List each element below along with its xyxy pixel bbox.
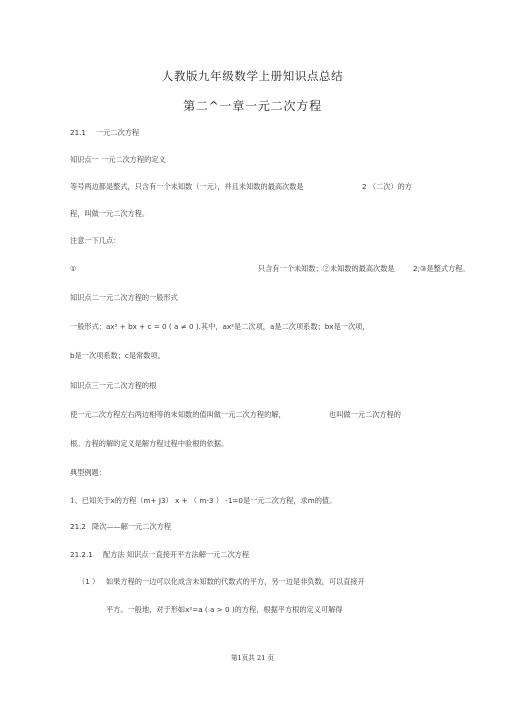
paragraph-line: 如果方程的一边可以化成含未知数的代数式的平方，另一边是非负数，可以直接开 — [106, 577, 365, 586]
formula: a — [270, 322, 275, 331]
text-run: 平方。一般地，对于形如 — [106, 605, 186, 614]
paragraph-line: 根。方程的解的定义是解方程过程中验根的依据。 — [70, 439, 229, 448]
section-title: 一元二次方程 — [96, 128, 140, 137]
paragraph-line: 使一元二次方程左右两边相等的未知数的值叫做一元二次方程的解， — [70, 410, 286, 419]
paragraph-line: 也叫做一元二次方程的 — [329, 410, 401, 419]
formula: c — [124, 351, 129, 360]
section-number: 21.2 — [70, 522, 87, 531]
knowledge-point-heading: 知识点一 一元二次方程的定义 — [70, 155, 166, 164]
formula: 的方程（m+ J3） x + （ m-3 ） -1=0 — [114, 496, 244, 505]
text-run: 一般形式： — [70, 322, 106, 331]
page-footer: 第1页共 21 页 — [230, 654, 275, 662]
text-run: 是一次项， — [333, 322, 370, 331]
text-run: 是二次项， — [234, 322, 270, 331]
paragraph-line — [70, 322, 370, 331]
subsection-number: 21.2.1 — [70, 550, 93, 559]
subsection-title: 配方法 知识点一直接开平方法解一元二次方程 — [103, 550, 250, 559]
text-run: 的方程，根据平方根的定义可解得 — [234, 605, 343, 614]
paragraph-line — [70, 351, 165, 360]
text-run: 是一次项系数； — [74, 351, 125, 360]
document-title: 人教版九年级数学上册知识点总结 — [161, 69, 344, 83]
text-run: .其中， — [198, 322, 223, 331]
example-question — [70, 496, 336, 505]
formula: ax² + bx + c = 0 ( a ≠ 0 ) — [105, 322, 199, 331]
note-text: 只含有一个未知数；②未知数的最高次数是 — [258, 264, 395, 273]
section-title: 降次——解一元二次方程 — [92, 522, 172, 531]
formula: ax² — [222, 322, 235, 331]
note-marker: ① — [70, 264, 77, 273]
formula: x — [110, 496, 115, 505]
formula: m — [307, 496, 315, 505]
example-heading: 典型例题： — [70, 468, 106, 477]
definition-text: 等号两边都是整式，只含有一个未知数（一元），并且未知数的最高次数是 — [70, 182, 304, 191]
knowledge-point-heading: 知识点二一元二次方程的一般形式 — [70, 293, 178, 302]
section-number: 21.1 — [70, 128, 87, 137]
formula: x²=a ( a > 0 ) — [185, 605, 235, 614]
definition-text: 程，叫做一元二次方程。 — [70, 209, 150, 218]
note-text: 2;③是整式方程。 — [413, 264, 470, 273]
list-marker: （1 ） — [78, 577, 100, 586]
paragraph-line — [106, 605, 343, 614]
knowledge-point-heading: 知识点三一元二次方程的根 — [70, 381, 157, 390]
note-heading: 注意一下几点： — [70, 236, 121, 245]
text-run: 1、已知关于 — [70, 496, 111, 505]
text-run: 是一元二次方程，求 — [243, 496, 308, 505]
formula: b — [70, 351, 75, 360]
formula: bx — [324, 322, 334, 331]
text-run: 的值。 — [314, 496, 337, 505]
text-run: 是二次项系数； — [274, 322, 325, 331]
chapter-title: 第二^一章一元二次方程 — [183, 99, 322, 113]
definition-text: 2 （二次）的方 — [362, 182, 412, 191]
text-run: 是常数项。 — [128, 351, 165, 360]
